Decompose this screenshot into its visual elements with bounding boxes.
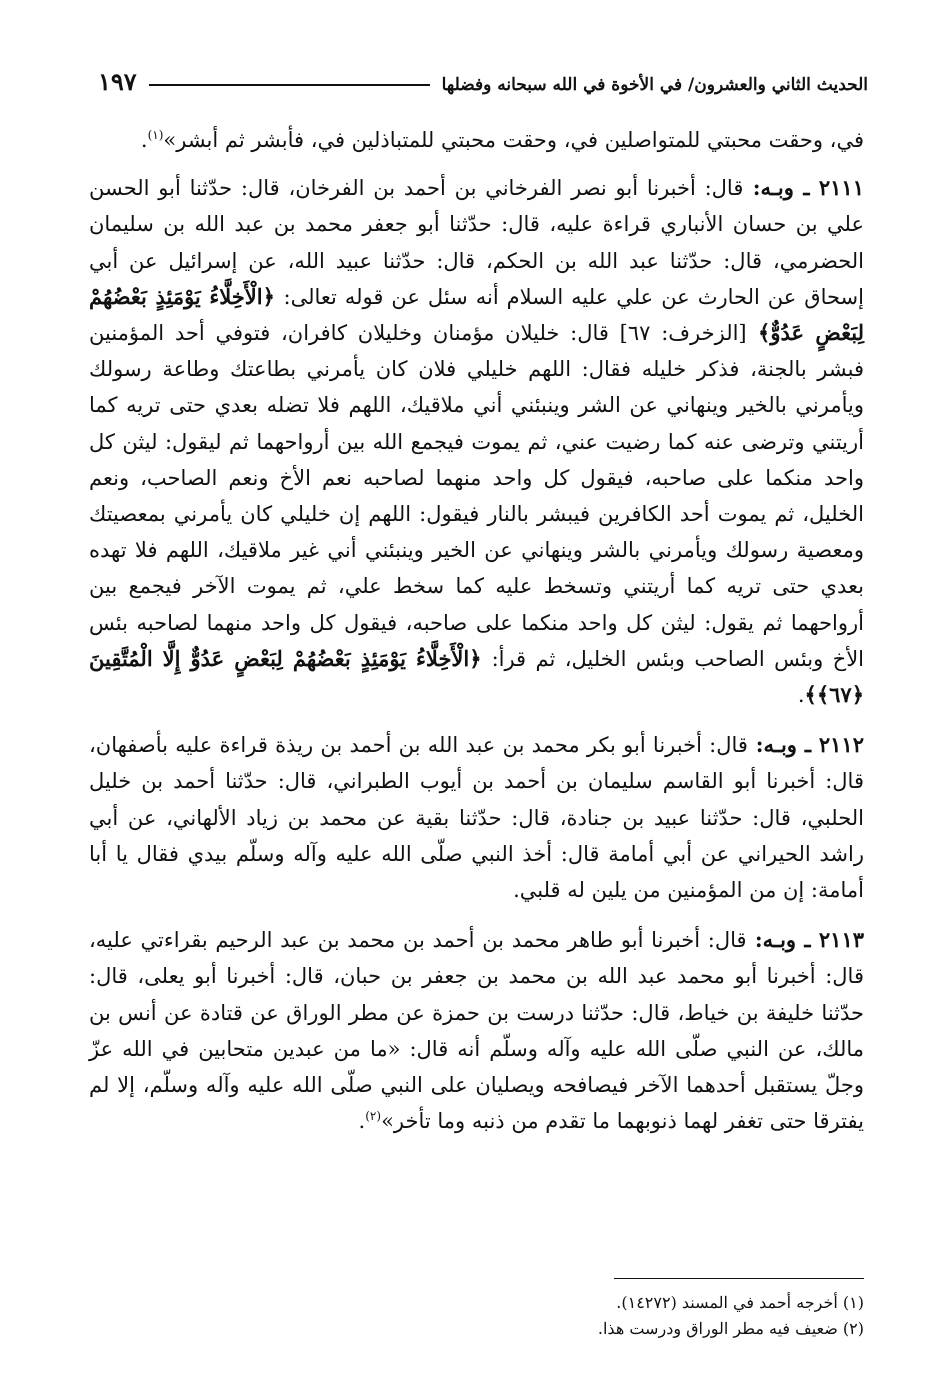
hadith-2113 [89, 922, 864, 1139]
paragraph-text: قال: أخبرنا أبو نصر الفرخاني بن أحمد بن الفرخان، قال: حدّثنا أبو الحسن علي بن حسان الأنباري قراءة عليه، قال: حدّثنا أبو جعفر محمد بن عبد الله بن سليمان الحضرمي، قال: حدّثنا عبد الله بن الحكم، قال: حدّثنا عبيد الله، عن إسرائيل عن أبي إسحاق عن الحارث عن علي عليه السلام أنه سئل عن قوله تعالى: [89, 176, 864, 309]
page-number: ١٩٧ [98, 67, 137, 96]
footnote-1: (١) أخرجه أحمد في المسند (١٤٢٧٢). [616, 1293, 864, 1312]
hadith-2112 [89, 727, 864, 908]
footnote-2: (٢) ضعيف فيه مطر الوراق ودرست هذا. [597, 1319, 864, 1338]
quran-verse: ﴿الْأَخِلَّاءُ يَوْمَئِذٍ بَعْضُهُمْ لِبَعْضٍ عَدُوٌّ﴾ [89, 283, 864, 346]
paragraph-text-2: [الزخرف: ٦٧] قال: خليلان مؤمنان وخليلان كافران، فتوفي أحد المؤمنين فبشر بالجنة، فذكر خليله فقال: اللهم خليلي فلان كان يأمرني بطاعتك وطاعة رسولك ويأمرني بالخير وينهاني عن الشر وينبئني أني ملاقيك، اللهم فلا تضله بعدي حتى تريه كما أريتني وترضى عنه كما رضيت عني، ثم يموت فيجمع الله بين أرواحهما ثم ليقول: ليثن كل واحد منكما على صاحبه، فيقول كل واحد منهما لصاحبه نعم الأخ ونعم الصاحب، ونعم الخليل، ثم يموت أحد الكافرين فيبشر بالنار فيقول: اللهم إن خليلي كان يأمرني بمعصيتك ومعصية رسولك ويأمرني بالشر وينهاني عن الخير وينبئني أني غير ملاقيك، اللهم فلا تهده بعدي حتى تريه كما أريتني وتسخط عليه كما سخط علي، ثم يموت الآخر فيجمع بين أرواحهما ثم يقول: ليثن كل واحد منكما على صاحبه، فيقول كل واحد منهما لصاحبه بئس الأخ وبئس الصاحب وبئس الخليل، ثم قرأ: [89, 321, 865, 671]
paragraph-tail: . [797, 683, 805, 708]
paragraph-text: قال: أخبرنا أبو بكر محمد بن عبد الله بن أحمد بن ريذة قراءة عليه بأصفهان، قال: أخبرنا أبو القاسم سليمان بن أحمد بن أيوب الطبراني، قال: حدّثنا أحمد بن خليل الحلبي، قال: حدّثنا عبيد بن جنادة، قال: حدّثنا بقية عن محمد بن زياد الألهاني، عن أبي راشد الحيراني عن أبي أمامة قال: أخذ النبي صلّى الله عليه وآله وسلّم بيدي فقال يا أبا أمامة: إن من المؤمنين من يلين له قلبي. [89, 733, 864, 903]
running-header [98, 62, 868, 94]
footnote-ref: (١) [147, 128, 164, 142]
footnotes [89, 1290, 864, 1342]
hadith-2111 [89, 170, 864, 713]
hadith-number: ٢١١١ ـ وبـه: [743, 175, 864, 201]
header-rule [149, 84, 430, 86]
main-text [89, 122, 864, 1153]
paragraph-tail: . [358, 1109, 366, 1134]
hadith-number: ٢١١٢ ـ وبـه: [747, 732, 864, 758]
paragraph-text: في، وحقت محبتي للمتواصلين في، وحقت محبتي للمتباذلين في، فأبشر ثم أبشر» [163, 128, 864, 152]
quran-verse-2: ﴿الْأَخِلَّاءُ يَوْمَئِذٍ بَعْضُهُمْ لِبَعْضٍ عَدُوٌّ إِلَّا الْمُتَّقِينَ ﴿٦٧﴾﴾ [89, 645, 864, 708]
chapter-title: الحديث الثاني والعشرون/ في الأخوة في الله سبحانه وفضلها [441, 75, 868, 95]
hadith-number: ٢١١٣ ـ وبـه: [746, 927, 865, 953]
paragraph-text: قال: أخبرنا أبو طاهر محمد بن أحمد بن محمد بن عبد الرحيم بقراءتي عليه، قال: أخبرنا أبو محمد عبد الله بن محمد بن جعفر بن حبان، قال: أخبرنا أبو يعلى، قال: حدّثنا خليفة بن خياط، قال: حدّثنا درست بن حمزة عن مطر الوراق عن قتادة عن أنس بن مالك، عن النبي صلّى الله عليه وآله وسلّم أنه قال: «ما من عبدين متحابين في الله عزّ وجلّ يستقبل أحدهما الآخر فيصافحه ويصليان على النبي صلّى الله عليه وآله وسلّم، إلا لم يفترقا حتى تغفر لهما ذنوبهما ما تقدم من ذنبه وما تأخر» [89, 928, 864, 1134]
footnote-divider [614, 1278, 864, 1279]
paragraph-continuation [89, 122, 864, 158]
footnote-ref: (٢) [365, 1109, 382, 1124]
paragraph-tail: . [140, 128, 148, 152]
